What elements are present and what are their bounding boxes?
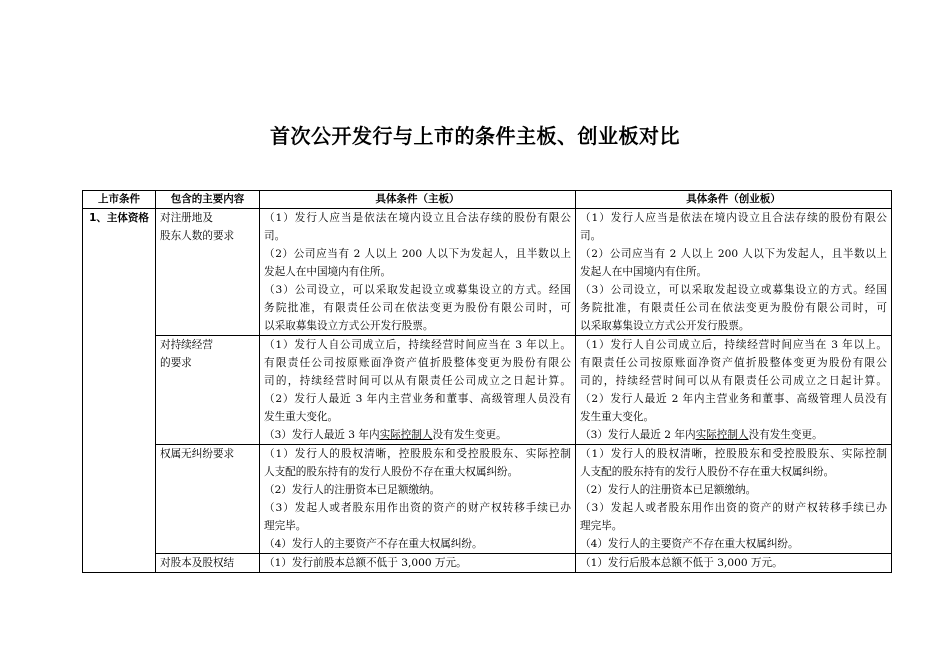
gem-board-line: 司。 bbox=[580, 230, 602, 242]
comparison-table bbox=[82, 190, 892, 573]
gem-board-line: （3）公司设立，可以采取发起设立或募集设立的方式。经国 bbox=[580, 284, 887, 296]
text-segment: （3）发行人最近 3 年内 bbox=[264, 429, 380, 441]
gem-board-line: 发生重大变化。 bbox=[580, 411, 655, 423]
main-board-line: 司的，持续经营时间可以从有限责任公司成立之日起计算。 bbox=[264, 375, 571, 387]
main-board-line: 理完毕。 bbox=[264, 520, 307, 532]
item-cell bbox=[156, 209, 260, 336]
gem-board-line: （2）发行人最近 2 年内主营业务和董事、高级管理人员没有 bbox=[580, 393, 887, 405]
underlined-term: 实际控制人 bbox=[379, 429, 433, 441]
gem-board-line: （1）发行后股本总额不低于 3,000 万元。 bbox=[580, 557, 783, 569]
item-cell bbox=[156, 336, 260, 445]
table-row bbox=[83, 445, 892, 554]
gem-board-line bbox=[580, 426, 887, 444]
item-line: 股东人数的要求 bbox=[160, 230, 235, 242]
main-board-line: 发起人在中国境内有住所。 bbox=[264, 266, 392, 278]
main-board-line: （1）发行前股本总额不低于 3,000 万元。 bbox=[264, 557, 467, 569]
gem-board-line: （4）发行人的主要资产不存在重大权属纠纷。 bbox=[580, 538, 799, 550]
main-board-cell bbox=[260, 336, 576, 445]
gem-board-line: 以采取募集设立方式公开发行股票。 bbox=[580, 320, 750, 332]
main-board-line: （2）发行人最近 3 年内主营业务和董事、高级管理人员没有 bbox=[264, 393, 571, 405]
main-board-line: 以采取募集设立方式公开发行股票。 bbox=[264, 320, 434, 332]
main-board-line: 务院批准，有限责任公司在依法变更为股份有限公司时，可 bbox=[264, 302, 571, 314]
gem-board-line: （1）发行人自公司成立后，持续经营时间应当在 3 年以上。 bbox=[580, 339, 887, 351]
gem-board-cell bbox=[576, 336, 892, 445]
gem-board-line: 理完毕。 bbox=[580, 520, 623, 532]
gem-board-line: （1）发行人应当是依法在境内设立且合法存续的股份有限公 bbox=[580, 212, 887, 224]
gem-board-line: （2）发行人的注册资本已足额缴纳。 bbox=[580, 484, 757, 496]
table-header-row bbox=[83, 191, 892, 209]
main-board-line: （3）公司设立，可以采取发起设立或募集设立的方式。经国 bbox=[264, 284, 571, 296]
gem-board-line: 人支配的股东持有的发行人股份不存在重大权属纠纷。 bbox=[580, 466, 835, 478]
header-gem-board: 具体条件（创业板） bbox=[576, 191, 892, 209]
table-row bbox=[83, 336, 892, 445]
item-line: 对持续经营 bbox=[160, 339, 213, 351]
gem-board-line: （3）发起人或者股东用作出资的资产的财产权转移手续已办 bbox=[580, 502, 887, 514]
underlined-term: 实际控制人 bbox=[695, 429, 749, 441]
main-board-line bbox=[264, 426, 571, 444]
gem-board-line: 有限责任公司按原账面净资产值折股整体变更为股份有限公 bbox=[580, 357, 887, 369]
gem-board-line: （1）发行人的股权清晰，控股股东和受控股股东、实际控制 bbox=[580, 448, 887, 460]
section-label: 1、主体资格 bbox=[83, 209, 156, 573]
text-segment: （3）发行人最近 2 年内 bbox=[580, 429, 696, 441]
header-main-board: 具体条件（主板） bbox=[260, 191, 576, 209]
gem-board-line: 务院批准，有限责任公司在依法变更为股份有限公司时，可 bbox=[580, 302, 887, 314]
item-line: 权属无纠纷要求 bbox=[160, 448, 235, 460]
main-board-line: 发生重大变化。 bbox=[264, 411, 339, 423]
main-board-line: 人支配的股东持有的发行人股份不存在重大权属纠纷。 bbox=[264, 466, 519, 478]
main-board-cell bbox=[260, 554, 576, 573]
gem-board-line: 发起人在中国境内有住所。 bbox=[580, 266, 708, 278]
text-segment: 没有发生变更。 bbox=[432, 429, 507, 441]
item-cell bbox=[156, 554, 260, 573]
table-row bbox=[83, 209, 892, 336]
table-row bbox=[83, 554, 892, 573]
gem-board-cell bbox=[576, 209, 892, 336]
text-segment: 没有发生变更。 bbox=[748, 429, 823, 441]
main-board-line: （2）发行人的注册资本已足额缴纳。 bbox=[264, 484, 441, 496]
page-title: 首次公开发行与上市的条件主板、创业板对比 bbox=[270, 124, 680, 148]
gem-board-cell bbox=[576, 554, 892, 573]
main-board-line: （2）公司应当有 2 人以上 200 人以下为发起人，且半数以上 bbox=[264, 248, 571, 260]
header-listing-condition: 上市条件 bbox=[83, 191, 156, 209]
gem-board-line: （2）公司应当有 2 人以上 200 人以下为发起人，且半数以上 bbox=[580, 248, 887, 260]
item-line: 对股本及股权结 bbox=[160, 557, 235, 569]
main-board-line: 司。 bbox=[264, 230, 286, 242]
main-board-line: （1）发行人自公司成立后，持续经营时间应当在 3 年以上。 bbox=[264, 339, 571, 351]
header-main-content: 包含的主要内容 bbox=[156, 191, 260, 209]
main-board-line: （1）发行人的股权清晰，控股股东和受控股股东、实际控制 bbox=[264, 448, 571, 460]
item-line: 对注册地及 bbox=[160, 212, 213, 224]
item-line: 的要求 bbox=[160, 357, 192, 369]
gem-board-cell bbox=[576, 445, 892, 554]
main-board-line: （1）发行人应当是依法在境内设立且合法存续的股份有限公 bbox=[264, 212, 571, 224]
main-board-line: 有限责任公司按原账面净资产值折股整体变更为股份有限公 bbox=[264, 357, 571, 369]
gem-board-line: 司的，持续经营时间可以从有限责任公司成立之日起计算。 bbox=[580, 375, 887, 387]
main-board-line: （4）发行人的主要资产不存在重大权属纠纷。 bbox=[264, 538, 483, 550]
main-board-cell bbox=[260, 209, 576, 336]
main-board-line: （3）发起人或者股东用作出资的资产的财产权转移手续已办 bbox=[264, 502, 571, 514]
main-board-cell bbox=[260, 445, 576, 554]
item-cell bbox=[156, 445, 260, 554]
